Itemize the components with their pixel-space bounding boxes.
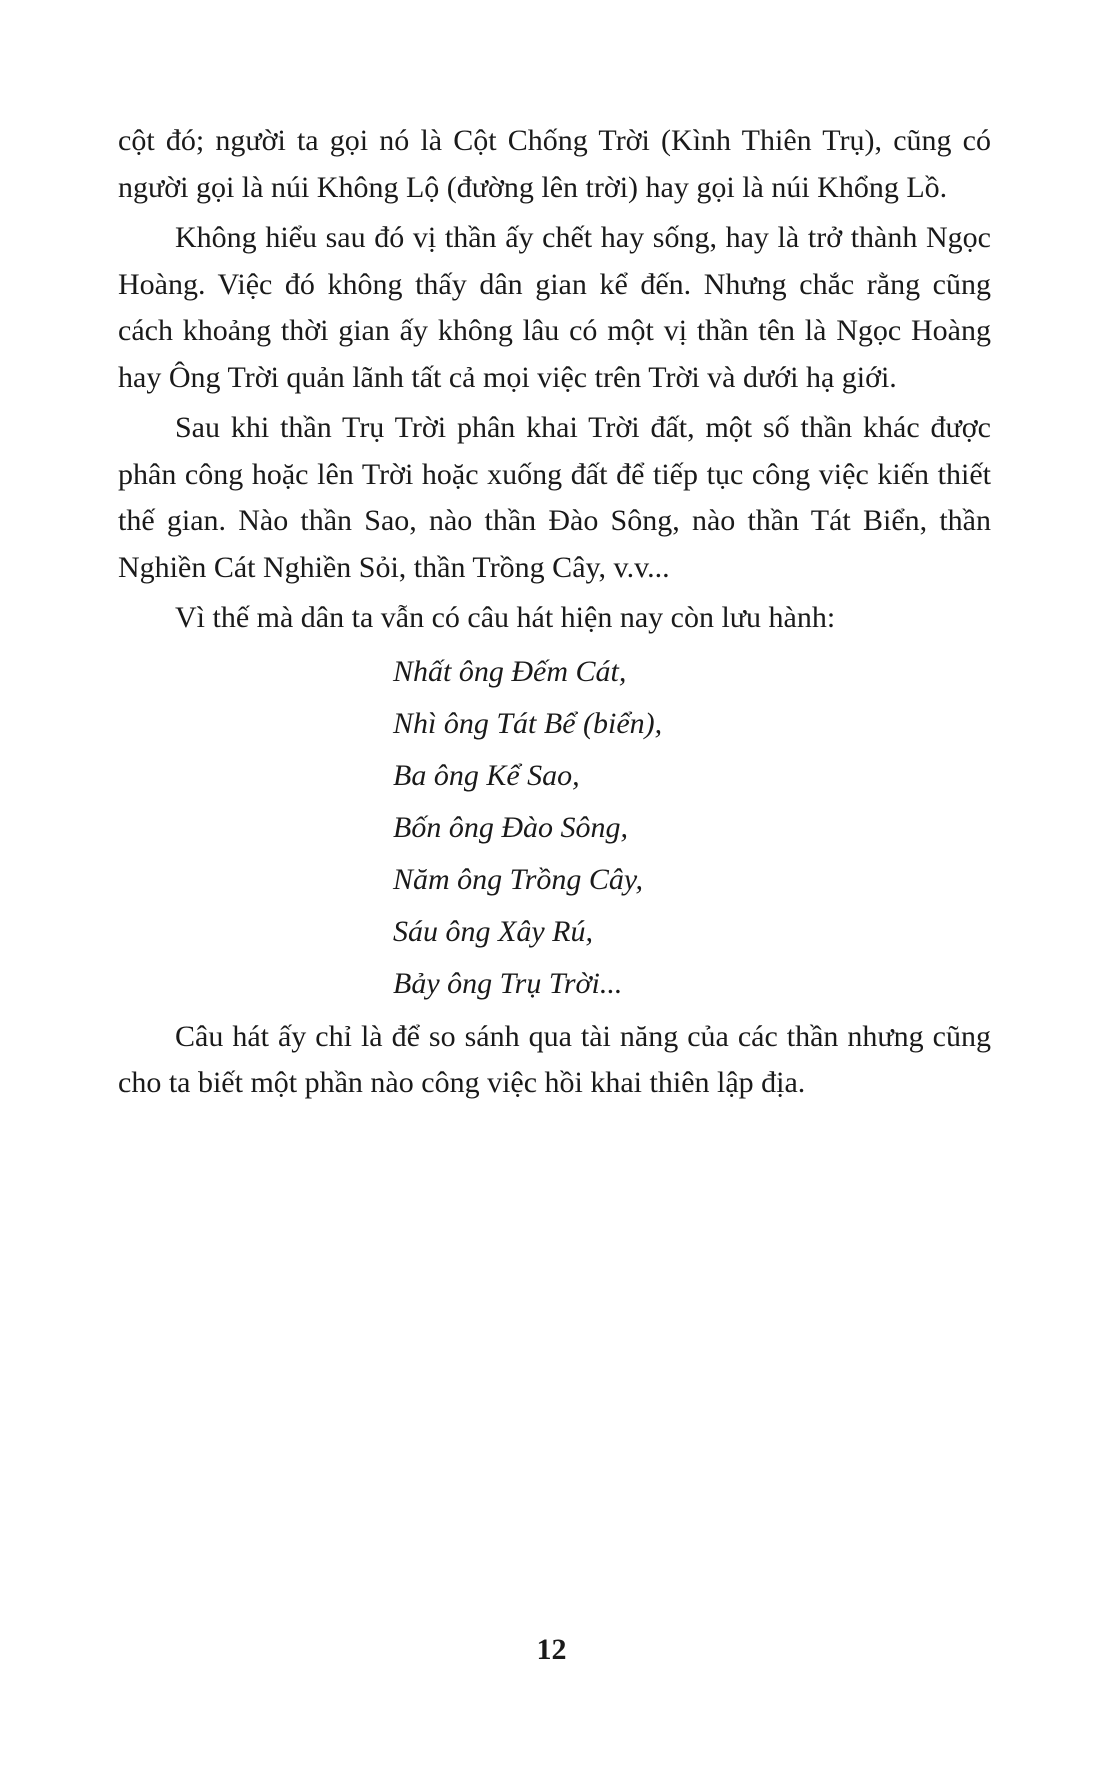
paragraph-1: cột đó; người ta gọi nó là Cột Chống Trời (Kình Thiên Trụ), cũng có người gọi là núi Không Lộ (đường lên trời) hay gọi là núi Khổng Lồ. xyxy=(118,124,991,204)
folk-song-verse xyxy=(118,646,991,1010)
verse-line: Sáu ông Xây Rú, xyxy=(393,914,593,948)
paragraph-4: Vì thế mà dân ta vẫn có câu hát hiện nay còn lưu hành: xyxy=(175,601,836,634)
verse-line: Năm ông Trồng Cây, xyxy=(393,862,644,896)
page-number: 12 xyxy=(536,1633,567,1666)
verse-line: Ba ông Kể Sao, xyxy=(393,758,580,792)
verse-line: Nhất ông Đếm Cát, xyxy=(393,654,627,688)
verse-line: Nhì ông Tát Bể (biển), xyxy=(393,706,663,740)
paragraph-3: Sau khi thần Trụ Trời phân khai Trời đất, một số thần khác được phân công hoặc lên Trời hoặc xuống đất để tiếp tục công việc kiến thiết thế gian. Nào thần Sao, nào thần Đào Sông, nào thần Tát Biển, thần Nghiền Cát Nghiền Sỏi, thần Trồng Cây, v.v... xyxy=(118,411,991,584)
verse-line: Bốn ông Đào Sông, xyxy=(393,810,628,844)
body-text xyxy=(118,118,991,1111)
closing-paragraph: Câu hát ấy chỉ là để so sánh qua tài năng của các thần nhưng cũng cho ta biết một phần nào công việc hồi khai thiên lập địa. xyxy=(118,1019,991,1099)
paragraph-2: Không hiểu sau đó vị thần ấy chết hay sống, hay là trở thành Ngọc Hoàng. Việc đó không thấy dân gian kể đến. Nhưng chắc rằng cũng cách khoảng thời gian ấy không lâu có một vị thần tên là Ngọc Hoàng hay Ông Trời quản lãnh tất cả mọi việc trên Trời và dưới hạ giới. xyxy=(118,221,991,394)
verse-line: Bảy ông Trụ Trời... xyxy=(393,966,623,1000)
